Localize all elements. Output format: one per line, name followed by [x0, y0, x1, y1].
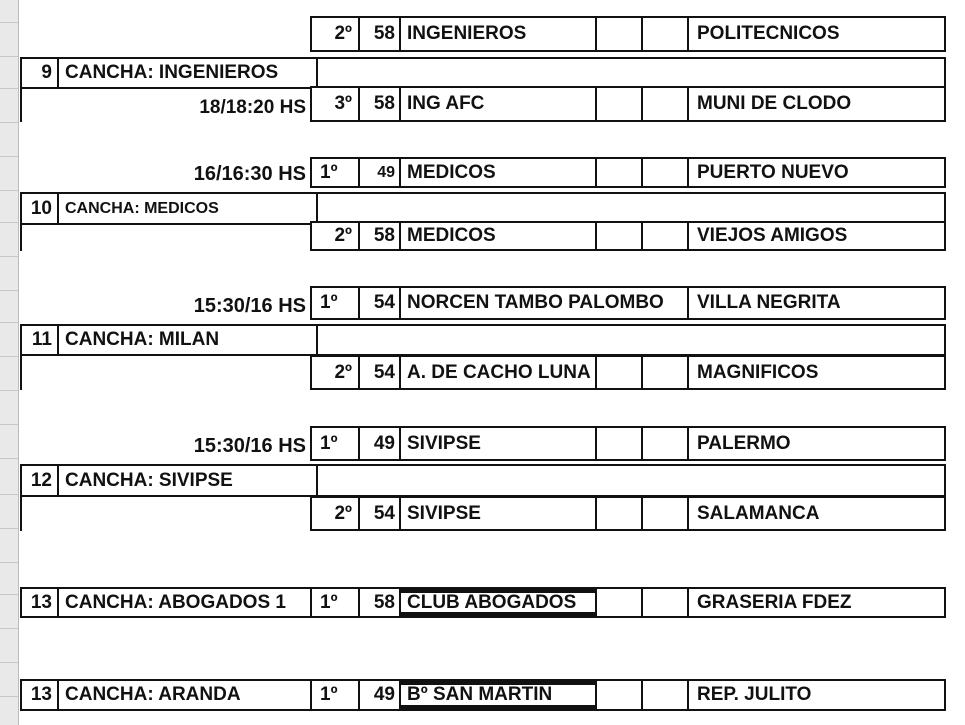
match-time: 16/16:30 HS [193, 163, 306, 185]
gutter-tick [0, 528, 18, 529]
gutter-tick [0, 424, 18, 425]
category-cell: 58 [360, 18, 401, 50]
field-row[interactable] [20, 587, 312, 618]
field-row[interactable] [20, 679, 312, 711]
away-team-cell: SALAMANCA [697, 502, 820, 524]
away-team-cell: VILLA NEGRITA [697, 292, 841, 313]
gutter-tick [0, 562, 18, 563]
division-cell: 1º [312, 428, 360, 459]
match-row[interactable] [310, 679, 946, 711]
match-row[interactable] [310, 587, 946, 618]
block-border [20, 89, 22, 122]
away-score-cell[interactable] [643, 223, 689, 249]
category-cell: 49 [360, 681, 401, 709]
away-team-cell: PUERTO NUEVO [697, 161, 849, 183]
away-score-cell[interactable] [643, 18, 689, 50]
home-team-cell: SIVIPSE [401, 428, 597, 459]
home-team-cell: MEDICOS [401, 223, 597, 249]
away-team-cell: MUNI DE CLODO [697, 93, 852, 114]
home-team-cell: Bº SAN MARTIN [401, 681, 597, 709]
division-cell: 1º [312, 288, 360, 318]
gutter-tick [0, 256, 18, 257]
home-team-cell: CLUB ABOGADOS [401, 589, 597, 616]
gutter-tick [0, 322, 18, 323]
home-score-cell[interactable] [597, 428, 643, 459]
home-team-cell: INGENIEROS [401, 18, 597, 50]
gutter-tick [0, 662, 18, 663]
home-team-cell: ING AFC [401, 88, 597, 120]
category-cell: 54 [360, 357, 401, 388]
block-border [20, 223, 22, 251]
away-score-cell[interactable] [643, 357, 689, 388]
block-border [20, 356, 22, 390]
field-name: CANCHA: SIVIPSE [59, 466, 318, 495]
field-number: 10 [22, 194, 59, 223]
division-cell: 3º [312, 88, 360, 120]
home-score-cell[interactable] [597, 589, 643, 616]
match-time: 15:30/16 HS [193, 435, 306, 457]
gutter-tick [0, 594, 18, 595]
gutter-tick [0, 356, 18, 357]
field-number: 9 [22, 59, 59, 87]
gutter-tick [0, 122, 18, 123]
field-name: CANCHA: ABOGADOS 1 [65, 591, 286, 613]
gutter-tick [0, 190, 18, 191]
home-score-cell[interactable] [597, 498, 643, 529]
field-number: 13 [22, 589, 59, 616]
division-cell: 2º [312, 18, 360, 50]
home-team-cell: SIVIPSE [401, 498, 597, 529]
gutter-tick [0, 696, 18, 697]
gutter-tick [0, 458, 18, 459]
match-row[interactable] [310, 157, 946, 188]
home-team-cell: A. DE CACHO LUNA [401, 357, 597, 388]
away-team-cell: REP. JULITO [697, 684, 812, 705]
match-row[interactable] [310, 355, 946, 390]
gutter-tick [0, 88, 18, 89]
match-time: 15:30/16 HS [193, 295, 306, 317]
field-number: 12 [22, 466, 59, 495]
gutter-tick [0, 156, 18, 157]
gutter-tick [0, 56, 18, 57]
gutter-tick [0, 628, 18, 629]
home-score-cell[interactable] [597, 357, 643, 388]
match-row[interactable] [310, 16, 946, 52]
home-score-cell[interactable] [597, 18, 643, 50]
away-score-cell[interactable] [643, 498, 689, 529]
away-score-cell[interactable] [643, 589, 689, 616]
field-number: 11 [22, 326, 59, 354]
away-team-cell: PALERMO [697, 432, 791, 454]
home-score-cell[interactable] [597, 88, 643, 120]
division-cell: 2º [312, 223, 360, 249]
gutter-tick [0, 494, 18, 495]
away-team-cell: MAGNIFICOS [697, 361, 819, 383]
home-score-cell[interactable] [597, 159, 643, 186]
away-score-cell[interactable] [643, 159, 689, 186]
match-row[interactable] [310, 496, 946, 531]
division-cell: 2º [312, 498, 360, 529]
field-number: 13 [22, 681, 59, 709]
away-team-cell: GRASERIA FDEZ [697, 591, 852, 613]
category-cell: 54 [360, 288, 401, 318]
match-row[interactable] [310, 426, 946, 461]
category-cell: 58 [360, 88, 401, 120]
field-row[interactable] [20, 464, 946, 497]
field-name: CANCHA: MEDICOS [59, 194, 318, 223]
away-team-cell: POLITECNICOS [697, 23, 840, 44]
gutter-tick [0, 22, 18, 23]
gutter-tick [0, 290, 18, 291]
away-score-cell[interactable] [643, 88, 689, 120]
division-cell: 2º [312, 357, 360, 388]
field-name: CANCHA: INGENIEROS [59, 59, 318, 87]
block-border [20, 497, 22, 531]
gutter-tick [0, 222, 18, 223]
division-cell: 1º [312, 681, 360, 709]
away-score-cell[interactable] [643, 681, 689, 709]
row-gutter [0, 0, 19, 725]
home-score-cell[interactable] [597, 681, 643, 709]
away-team-cell: VIEJOS AMIGOS [697, 225, 848, 246]
category-cell: 49 [360, 159, 401, 186]
match-row[interactable] [310, 86, 946, 122]
division-cell: 1º [312, 159, 360, 186]
match-time: 18/18:20 HS [199, 97, 306, 118]
division-cell: 1º [312, 589, 360, 616]
home-team-cell: NORCEN TAMBO PALOMBO [401, 288, 689, 318]
field-name: CANCHA: MILAN [59, 326, 318, 354]
category-cell: 58 [360, 223, 401, 249]
home-score-cell[interactable] [597, 223, 643, 249]
category-cell: 58 [360, 589, 401, 616]
category-cell: 54 [360, 498, 401, 529]
match-row[interactable] [310, 286, 946, 320]
away-score-cell[interactable] [643, 428, 689, 459]
field-row[interactable] [20, 324, 946, 356]
home-team-cell: MEDICOS [401, 159, 597, 186]
category-cell: 49 [360, 428, 401, 459]
match-row[interactable] [310, 221, 946, 251]
field-row[interactable] [20, 57, 946, 89]
field-name: CANCHA: ARANDA [65, 684, 241, 705]
gutter-tick [0, 390, 18, 391]
